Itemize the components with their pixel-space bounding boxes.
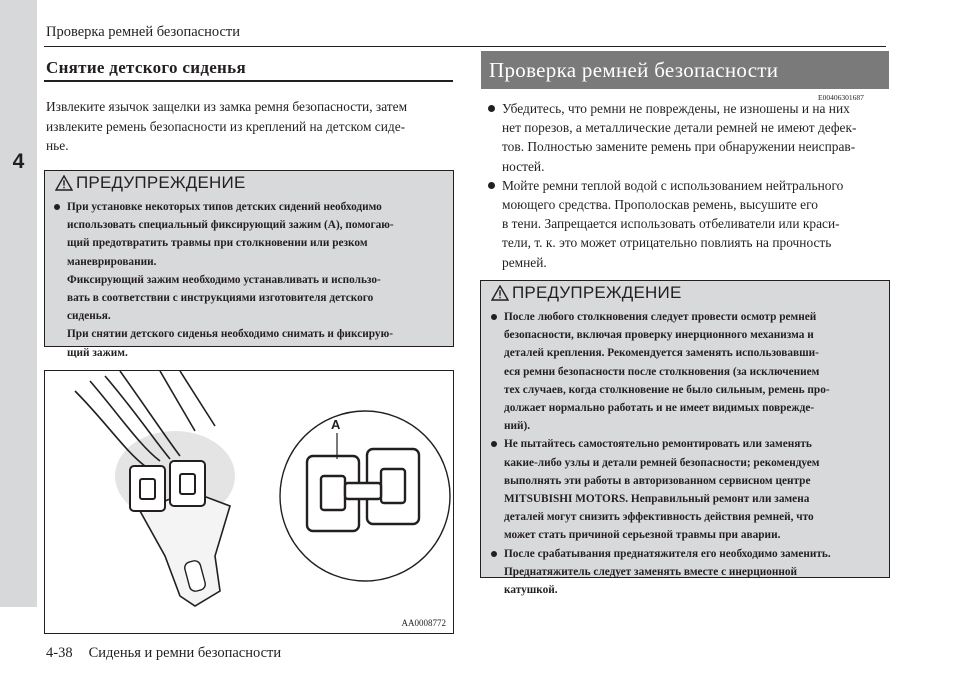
text-line: тов. Полностью замените ремень при обнаружении неисправ-: [502, 139, 856, 155]
warning-list: [490, 308, 882, 599]
warning-item-continued: [53, 271, 445, 326]
inspection-list: [486, 99, 886, 272]
text-line: нет порезов, а металлические детали ремней не имеют дефек-: [502, 120, 857, 136]
text-line: может стать причиной серьезной травмы при аварии.: [504, 529, 781, 542]
text-line: После срабатывания преднатяжителя его необходимо заменить.: [504, 547, 831, 560]
page-number: 4-38: [46, 645, 73, 661]
warning-item-continued: [53, 325, 445, 361]
text-line: Мойте ремни теплой водой с использованием нейтрального: [502, 177, 844, 193]
warning-triangle-icon: [491, 285, 509, 301]
document-code: E00406301687: [818, 93, 864, 102]
section-banner-belt-check: [481, 51, 889, 89]
section-title-underline: [44, 80, 453, 82]
warning-header: [491, 281, 681, 305]
text-line: катушкой.: [504, 584, 558, 597]
text-line: вать в соответствии с инструкциями изготовителя детского: [67, 292, 374, 305]
text-line: сиденья.: [67, 310, 111, 323]
text-line: деталей могут снизить эффективность действия ремней, что: [504, 511, 814, 524]
text-line: еся ремни безопасности после столкновения (за исключением: [504, 365, 820, 378]
bullet-icon: [491, 551, 497, 557]
text-line: После любого столкновения следует провести осмотр ремней: [504, 311, 817, 323]
bullet-icon: [491, 314, 497, 320]
warning-item: [490, 308, 882, 435]
intro-paragraph: [46, 97, 451, 156]
chapter-number: 4: [12, 150, 25, 173]
text-line: щий предотвратить травмы при столкновении или резком: [67, 237, 368, 250]
text-line: использовать специальный фиксирующий зажим (A), помогаю-: [67, 219, 394, 232]
warning-item: [53, 198, 445, 271]
text-line: безопасности, включая проверку инерционного механизма и: [504, 329, 814, 342]
text-line: При установке некоторых типов детских сидений необходимо: [67, 201, 382, 213]
text-line: Фиксирующий зажим необходимо устанавливать и использо-: [67, 273, 381, 286]
text-line: какие-либо узлы и детали ремней безопасности; рекомендуем: [504, 456, 820, 469]
text-line: в тени. Запрещается использовать отбеливатели или краси-: [502, 216, 840, 232]
text-line: должает нормально работать и не имеет видимых поврежде-: [504, 402, 815, 415]
figure-code: AA0008772: [401, 618, 446, 628]
bullet-icon: [54, 204, 60, 210]
locking-clip-illustration: [45, 371, 453, 633]
text-line: При снятии детского сиденья необходимо снимать и фиксирую-: [67, 328, 393, 341]
text-line: щий зажим.: [67, 346, 128, 359]
bullet-icon: [491, 441, 497, 447]
header-divider: [44, 46, 886, 47]
text-line: тели, т. к. это может отрицательно повлиять на прочность: [502, 235, 832, 251]
warning-title: ПРЕДУПРЕЖДЕНИЕ: [76, 173, 246, 192]
text-line: тех случаев, когда столкновение не было сильным, ремень про-: [504, 383, 830, 396]
footer-section-title: Сиденья и ремни безопасности: [88, 645, 282, 661]
text-line: извлеките ремень безопасности из креплений на детском сиде-: [46, 118, 406, 134]
text-line: Убедитесь, что ремни не повреждены, не изношены и на них: [502, 101, 850, 116]
text-line: выполнять эти работы в авторизованном сервисном центре: [504, 474, 811, 487]
text-line: Преднатяжитель следует заменять вместе с инерционной: [504, 565, 798, 578]
bullet-icon: [488, 182, 495, 189]
text-line: MITSUBISHI MOTORS. Неправильный ремонт или замена: [504, 493, 810, 506]
page-footer: [46, 645, 281, 662]
list-item: [486, 176, 886, 272]
warning-title: ПРЕДУПРЕЖДЕНИЕ: [512, 283, 682, 302]
section-title-belt-check: Проверка ремней безопасности: [489, 58, 779, 82]
warning-box-belt-check: [480, 280, 890, 597]
text-line: Извлеките язычок защелки из замка ремня безопасности, затем: [46, 99, 408, 114]
warning-item: [490, 545, 882, 600]
warning-item: [490, 435, 882, 544]
running-header: Проверка ремней безопасности: [46, 24, 240, 40]
text-line: моющего средства. Прополоскав ремень, высушите его: [502, 197, 818, 213]
warning-list: [53, 198, 445, 362]
text-line: ностей.: [502, 158, 545, 174]
text-line: ремней.: [502, 254, 547, 270]
clip-label-a: A: [331, 417, 341, 432]
text-line: ний).: [504, 420, 531, 433]
text-line: деталей крепления. Рекомендуется заменять использовавши-: [504, 347, 819, 360]
text-line: Не пытайтесь самостоятельно ремонтировать или заменять: [504, 438, 812, 451]
chapter-sidebar: [0, 0, 37, 607]
warning-header: [55, 171, 245, 195]
section-title-child-seat-removal: Снятие детского сиденья: [46, 58, 246, 77]
text-line: нье.: [46, 138, 69, 153]
list-item: [486, 99, 886, 176]
bullet-icon: [488, 105, 495, 112]
locking-clip-figure: [44, 370, 454, 634]
warning-box-child-seat: [44, 170, 454, 359]
text-line: маневрировании.: [67, 255, 157, 268]
warning-triangle-icon: [55, 175, 73, 191]
